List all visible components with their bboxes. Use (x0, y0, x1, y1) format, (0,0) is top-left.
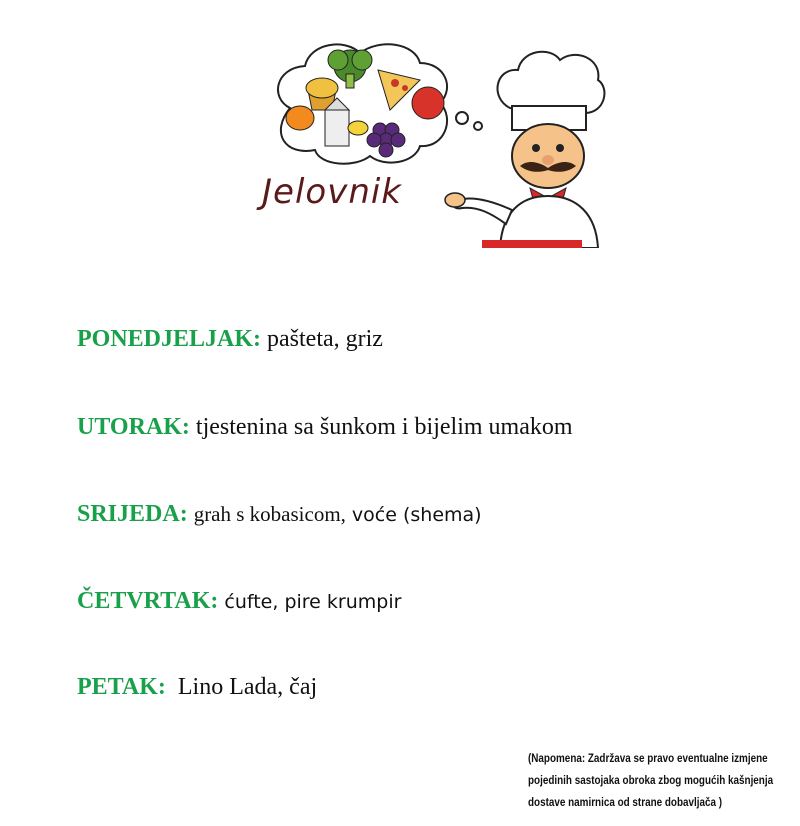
chef-icon (445, 52, 604, 248)
menu-row-wednesday (77, 497, 482, 532)
apple-icon (412, 87, 444, 119)
menu-row-tuesday (77, 410, 573, 444)
day-label: UTORAK: (77, 414, 190, 440)
day-label: SRIJEDA: (77, 501, 188, 527)
menu-row-friday (77, 670, 317, 704)
dish-text: pašteta, griz (267, 326, 383, 352)
milk-carton-icon (325, 110, 349, 146)
note-disclaimer (528, 748, 774, 814)
menu-row-thursday (77, 584, 401, 619)
day-label: PETAK: (77, 674, 166, 700)
dish-text-extra: voće (shema) (351, 504, 482, 526)
page-title: Jelovnik (262, 172, 402, 212)
dish-text: ćufte, pire krumpir (224, 591, 402, 613)
dish-text: Lino Lada, čaj (177, 674, 318, 700)
chef-illustration (250, 38, 612, 248)
dish-text: tjestenina sa šunkom i bijelim umakom (195, 414, 573, 440)
dish-text: grah s kobasicom, (193, 502, 346, 526)
note-line: dostave namirnica od strane dobavljača ) (528, 797, 723, 809)
note-line: (Napomena: Zadržava se pravo eventualne izmjene (528, 753, 768, 765)
thought-cloud-icon (278, 44, 447, 163)
day-label: ČETVRTAK: (77, 588, 219, 614)
day-label: PONEDJELJAK: (77, 326, 262, 352)
menu-row-monday (77, 322, 383, 356)
orange-icon (286, 106, 314, 130)
note-line: pojedinih sastojaka obroka zbog mogućih kašnjenja (528, 775, 774, 787)
